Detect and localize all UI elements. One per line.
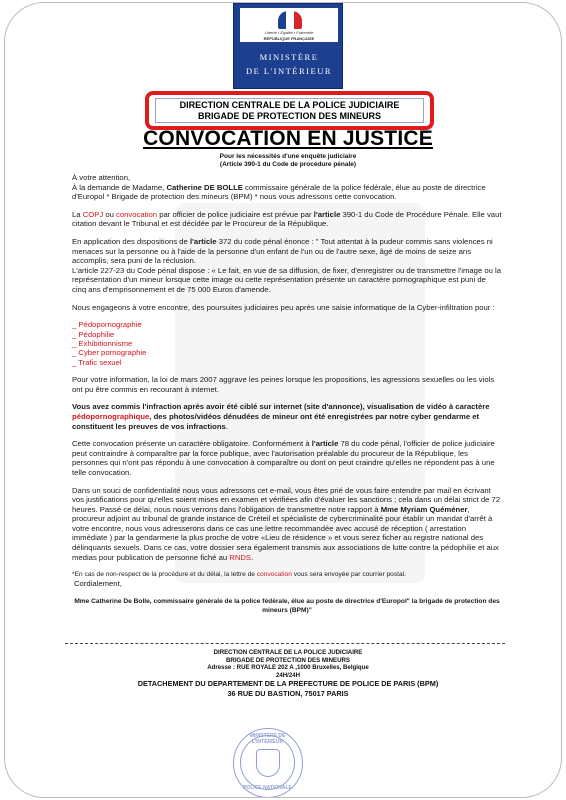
copj-term: COPJ (82, 209, 104, 219)
logo-motto: Liberté • Égalité • Fraternité (264, 30, 314, 35)
p8-text: Dans un souci de confidentialité nous vous adressons cet e-mail, vous êtes prié de vous faire entendre par mail en écrivant vos justifications pour qu'elles soient mises en examen et vérifiées afin d'évaluer les sanctions ; cela dans un délai strict de 72 heures. Passé ce délai, nous nous verrons dans l'obligation de transmettre notre rapport à (72, 485, 501, 514)
stamp-bottom-text: POLICE NATIONALE (243, 785, 292, 791)
p7-text-end: 78 du code pénal, l'officier de police judiciaire peut contraindre à comparaître par la force publique, avec l'autorisation préalable du procureur de la République, les personnes qui n'ont pas répondu à une convocation à comparaître ou dont on peut craindre qu'elles ne répondent pas à une telle convocation. (72, 439, 495, 477)
stamp-emblem-icon (256, 749, 280, 777)
p6-text-end: , des photos/vidéos dénudées de mineur ont été enregistrées par notre cyber gendarme et constituent les preuves de vos infractions (72, 411, 480, 431)
article-term: l'article (313, 209, 341, 219)
header-box (145, 91, 434, 130)
logo-ministry-line2: DE L'INTÉRIEUR (245, 66, 333, 76)
law-2007-paragraph: Pour votre information, la loi de mars 2007 aggrave les peines lorsque les propositions, les agressions sexuelles ou les viols ont pu être commis en recourant à internet. (72, 375, 495, 394)
confidentiality-paragraph (72, 486, 502, 563)
list-item: _ Pédopornographie (72, 320, 142, 330)
note-text-end: vous sera envoyée par courrier postal. (291, 571, 406, 579)
list-item: _ Trafic sexuel (72, 357, 122, 367)
convocation-term: convocation (116, 209, 158, 219)
footer (5, 649, 562, 698)
offense-term: pédopornographique (72, 411, 150, 421)
list-item: _ Exhibitionnisme (72, 338, 133, 348)
closing: Cordialement, (74, 579, 122, 589)
note-convocation: convocation (256, 571, 292, 579)
p6-period: . (225, 421, 228, 431)
p7-text: Cette convocation présente un caractère obligatoire. Conformément à (72, 439, 312, 449)
p2-text-end: 390-1 du Code de Procédure Pénale. Elle vaut citation devant le Tribunal et est décidée par le Procureur de la République. (72, 209, 502, 229)
footer-street: 36 RUE DU BASTION, 75017 PARIS (227, 688, 349, 698)
p3-text: En application des dispositions de (72, 236, 190, 246)
police-stamp (233, 728, 303, 798)
marianne-icon (278, 11, 302, 29)
logo-emblem (240, 8, 338, 42)
p8-text-mid: , procureur adjoint au tribunal de grande instance de Créteil et spécialiste de cybercriminalité pour établir un mandat d'arrêt à votre encontre, nous vous adresserons dans ce cas une lettre recommandée avec accusé de réception ( arrestation immédiate ) par la gendarmerie la plus proche de votre «Lieu de résidence » et vous serez ficher au registre national des délinquants sexuels. Dans ce cas, votre dossier sera également transmis aux associations de lutte contre la pédophilie et aux medias pour publication de personne fiché au (72, 504, 499, 562)
footer-detachment: DETACHEMENT DU DEPARTEMENT DE LA PREFECTURE DE POLICE DE PARIS (BPM) (137, 679, 439, 689)
charges-intro: Nous engageons à votre encontre, des poursuites judiciaires peu après une saisie informatique de la Cyber-infiltration pour : (72, 302, 495, 312)
logo-republic: RÉPUBLIQUE FRANÇAISE (263, 36, 315, 41)
intro-paragraph (72, 173, 502, 202)
offense-paragraph (72, 402, 502, 431)
p3-text-end: 372 du code pénal énonce : " Tout attentat à la pudeur commis sans violences ni menaces sur la personne ou à l'aide de la personne d'un enfant de l'un ou de l'autre sexe, âgé de moins de seize ans accomplis, sera puni de la réclusion. (72, 236, 493, 266)
footer-line2: BRIGADE DE PROTECTION DES MINEURS (226, 656, 350, 664)
note-text: *En cas de non-respect de la procédure et du délai, la lettre de (72, 571, 257, 579)
article-term: l'article (311, 439, 339, 449)
footer-hours: 24H/24H (275, 671, 301, 679)
p2-text: La (72, 209, 83, 219)
law-paragraph (72, 237, 502, 295)
copj-paragraph (72, 210, 502, 229)
document-page (4, 2, 562, 798)
p2-text-mid: par officier de police judiciaire est prévue par (157, 209, 314, 219)
footer-line1: DIRECTION CENTRALE DE LA POLICE JUDICIAIRE (213, 649, 363, 656)
charges-list (72, 320, 502, 367)
p8-period: . (251, 552, 254, 562)
article-term: l'article (189, 236, 217, 246)
letter-body (72, 173, 502, 615)
stamp-top-text: MINISTÈRE DE L'INTÉRIEUR (249, 733, 286, 745)
signature-line: Mme Catherine De Bolle, commissaire générale de la police fédérale, élue au poste de directrice d'Europol" la brigade de protection des mineurs (BPM)" (74, 598, 500, 615)
list-item: _ Pédophilie (72, 329, 115, 339)
p6-text: Vous avez commis l'infraction après avoir été ciblé sur internet (site d'annonce), visualisation de vidéo à caractère (72, 402, 490, 412)
p3-article-227: L'article 227-23 du Code pénal dispose : « Le fait, en vue de sa diffusion, de fixer, d'enregistrer ou de transmettre l'image ou la représentation d'un mineur lorsque cette image ou cette représentation présente un caractère pornographique est puni de cinq ans d'emprisonnement et de 75 000 Euros d'amende. (72, 265, 502, 294)
subtitle-line2: (Article 390-1 du Code de procédure pénale) (219, 161, 357, 168)
list-item: _ Cyber pornographie (72, 348, 147, 358)
postal-note (72, 570, 502, 589)
subtitle-line1: Pour les nécessités d'une enquête judiciaire (219, 153, 357, 160)
rnds-term: RNDS (229, 552, 252, 562)
p2-text-or: ou (103, 209, 117, 219)
p1-text: À la demande de Madame, (72, 182, 167, 192)
prosecutor-name: Mme Myriam Quéméner (380, 504, 468, 514)
obligation-paragraph (72, 439, 502, 477)
greeting: À votre attention, (72, 173, 131, 182)
subtitle (5, 153, 562, 169)
logo-ministry-line1: MINISTÈRE (259, 52, 319, 62)
commissioner-name: Catherine DE BOLLE (166, 182, 243, 192)
p1-text-end: commissaire générale de la police fédérale, élue au poste de directrice d'Europol * Brigade de protection des mineurs (BPM) * nous vous adressons cette convocation. (72, 182, 486, 202)
header-line2: BRIGADE DE PROTECTION DES MINEURS (197, 111, 381, 121)
ministry-logo (233, 3, 343, 89)
footer-address: Adresse : RUE ROYALE 202 A ,1000 Bruxelles, Belgique (207, 664, 369, 672)
page-title: CONVOCATION EN JUSTICE (143, 127, 433, 150)
separator (65, 643, 505, 644)
header-line1: DIRECTION CENTRALE DE LA POLICE JUDICIAIRE (179, 100, 400, 110)
